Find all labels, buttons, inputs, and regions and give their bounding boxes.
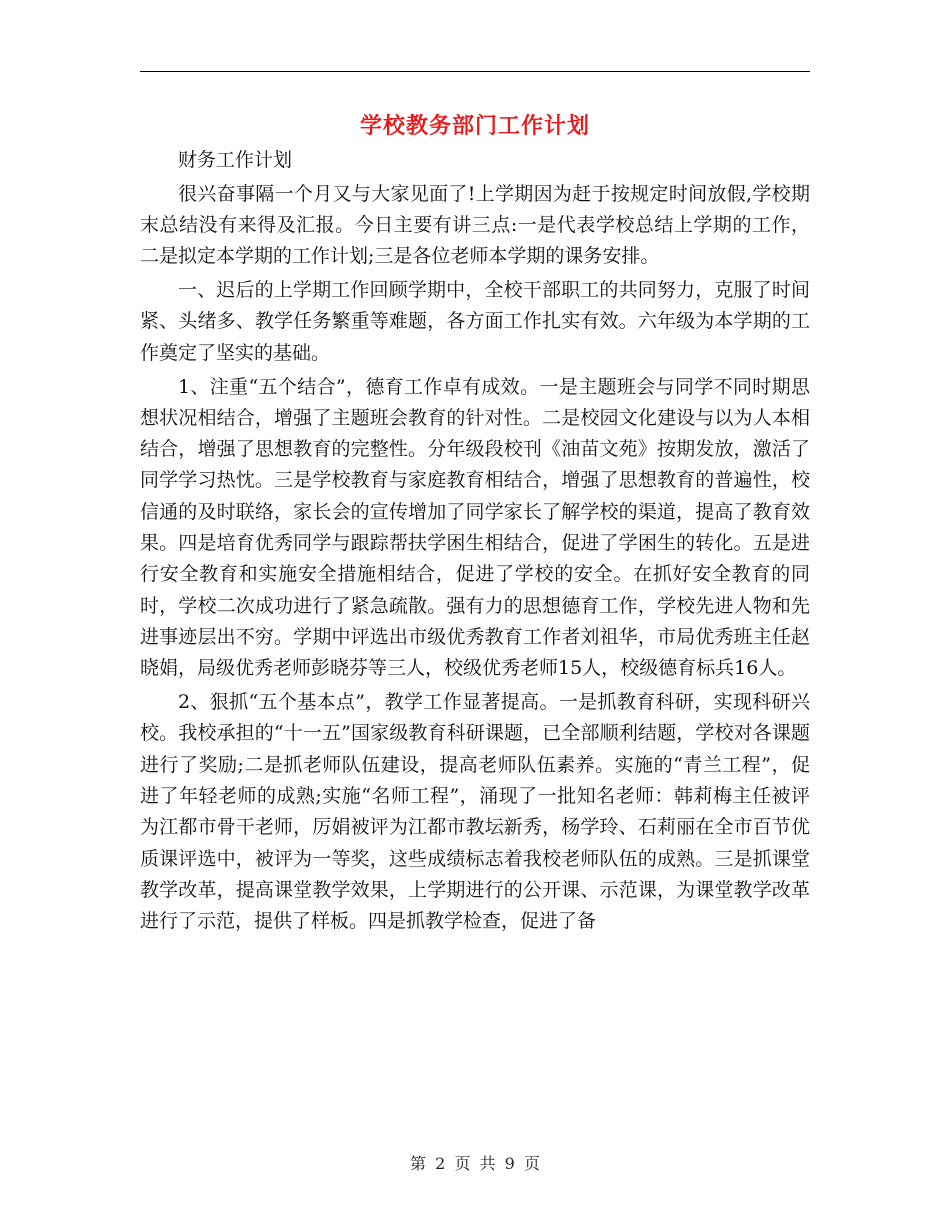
- page-footer: [0, 1153, 950, 1175]
- footer-label-total: 共: [479, 1154, 496, 1173]
- footer-label-ye2: 页: [523, 1154, 540, 1173]
- paragraph: 很兴奋事隔一个月又与大家见面了!上学期因为赶于按规定时间放假,学校期末总结没有来得及汇报。今日主要有讲三点:一是代表学校总结上学期的工作，二是拟定本学期的工作计划;三是各位老师本学期的课务安排。: [140, 182, 810, 268]
- footer-label-page: 第: [410, 1154, 427, 1173]
- document-body: [140, 145, 810, 940]
- paragraph: 1、注重“五个结合”，德育工作卓有成效。一是主题班会与同学不同时期思想状况相结合，增强了主题班会教育的针对性。二是校园文化建设与以为人本相结合，增强了思想教育的完整性。分年级段校刊《油苗文苑》按期发放，激活了同学学习热忱。三是学校教育与家庭教育相结合，增强了思想教育的普遍性，校信通的及时联络，家长会的宣传增加了同学家长了解学校的渠道，提高了教育效果。四是培育优秀同学与跟踪帮扶学困生相结合，促进了学困生的转化。五是进行安全教育和实施安全措施相结合，促进了学校的安全。在抓好安全教育的同时，学校二次成功进行了紧急疏散。强有力的思想德育工作，学校先进人物和先进事迹层出不穷。学期中评选出市级优秀教育工作者刘祖华，市局优秀班主任赵晓娟，局级优秀老师彭晓芬等三人，校级优秀老师15人，校级德育标兵16人。: [140, 375, 810, 680]
- total-pages-number: 9: [504, 1154, 515, 1173]
- paragraph: 2、狠抓“五个基本点”，教学工作显著提高。一是抓教育科研，实现科研兴校。我校承担的“十一五”国家级教育科研课题，已全部顺利结题，学校对各课题进行了奖励;二是抓老师队伍建设，提高老师队伍素养。实施的“青兰工程”，促进了年轻老师的成熟;实施“名师工程”，涌现了一批知名老师：韩莉梅主任被评为江都市骨干老师，厉娟被评为江都市教坛新秀，杨学玲、石莉丽在全市百节优质课评选中，被评为一等奖，这些成绩标志着我校老师队伍的成熟。三是抓课堂教学改革，提高课堂教学效果，上学期进行的公开课、示范课，为课堂教学改革进行了示范，提供了样板。四是抓教学检查，促进了备: [140, 691, 810, 933]
- document-title: 学校教务部门工作计划: [359, 113, 590, 139]
- header-rule: [140, 71, 810, 72]
- section-heading: 财务工作计划: [178, 149, 293, 171]
- paragraph: 一、迟后的上学期工作回顾学期中，全校干部职工的共同努力，克服了时间紧、头绪多、教学任务繁重等难题，各方面工作扎实有效。六年级为本学期的工作奠定了坚实的基础。: [140, 279, 810, 364]
- current-page-number: 2: [435, 1154, 446, 1173]
- footer-label-ye: 页: [454, 1154, 471, 1173]
